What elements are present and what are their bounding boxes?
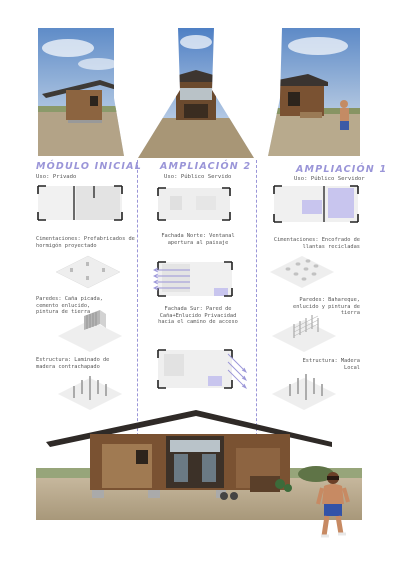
- photo-ampliacion-1: [268, 28, 360, 156]
- axo-cimentaciones-modulo: [52, 254, 122, 290]
- plan-ampliacion-2: [156, 186, 232, 222]
- person-walking: [316, 470, 350, 542]
- axo-paredes-modulo: [54, 308, 124, 354]
- ampliacion1-estructura: Estructura: Madera Local: [302, 358, 360, 371]
- axo-cimentaciones-llantas: [266, 252, 338, 290]
- modulo-cimentaciones: Cimentaciones: Prefabricados de hormigón proyectado: [36, 236, 135, 249]
- photo-ampliacion-2: [138, 28, 254, 158]
- elevation-fachada-norte: [152, 258, 236, 300]
- ampliacion2-fachada-sur: Fachada Sur: Pared de Caña+Enlucido Privacidad hacia el camino de acceso: [158, 306, 238, 326]
- plan-ampliacion-1: [272, 184, 360, 224]
- elevation-fachada-sur: [152, 346, 248, 394]
- title-modulo-inicial: MÓDULO INICIAL: [36, 161, 142, 172]
- ampliacion1-paredes: Paredes: Bahareque, enlucido y pintura de tierra: [293, 297, 360, 317]
- ampliacion2-fachada-norte: Fachada Norte: Ventanal apertura al paisaje: [161, 233, 235, 246]
- title-ampliacion-2: AMPLIACIÓN 2: [160, 161, 252, 172]
- photo-modulo-inicial: [38, 28, 124, 156]
- modulo-estructura: Estructura: Laminado de madera contrachapado: [36, 357, 110, 370]
- axo-paredes-bahareque: [268, 306, 340, 354]
- plan-modulo-inicial: [36, 184, 124, 222]
- ampliacion1-cimentaciones: Cimentaciones: Encofrado de llantas recicladas: [273, 237, 360, 250]
- title-ampliacion-1: AMPLIACIÓN 1: [296, 164, 388, 175]
- uso-ampliacion-1: Uso: Público Servidor: [294, 176, 365, 182]
- modulo-paredes: Paredes: Caña picada, cemento enlucido, pintura de tierra: [36, 296, 103, 316]
- photo-casa-completa: [36, 404, 362, 524]
- uso-ampliacion-2: Uso: Público Servido: [164, 174, 232, 180]
- uso-modulo-inicial: Uso: Privado: [36, 174, 77, 180]
